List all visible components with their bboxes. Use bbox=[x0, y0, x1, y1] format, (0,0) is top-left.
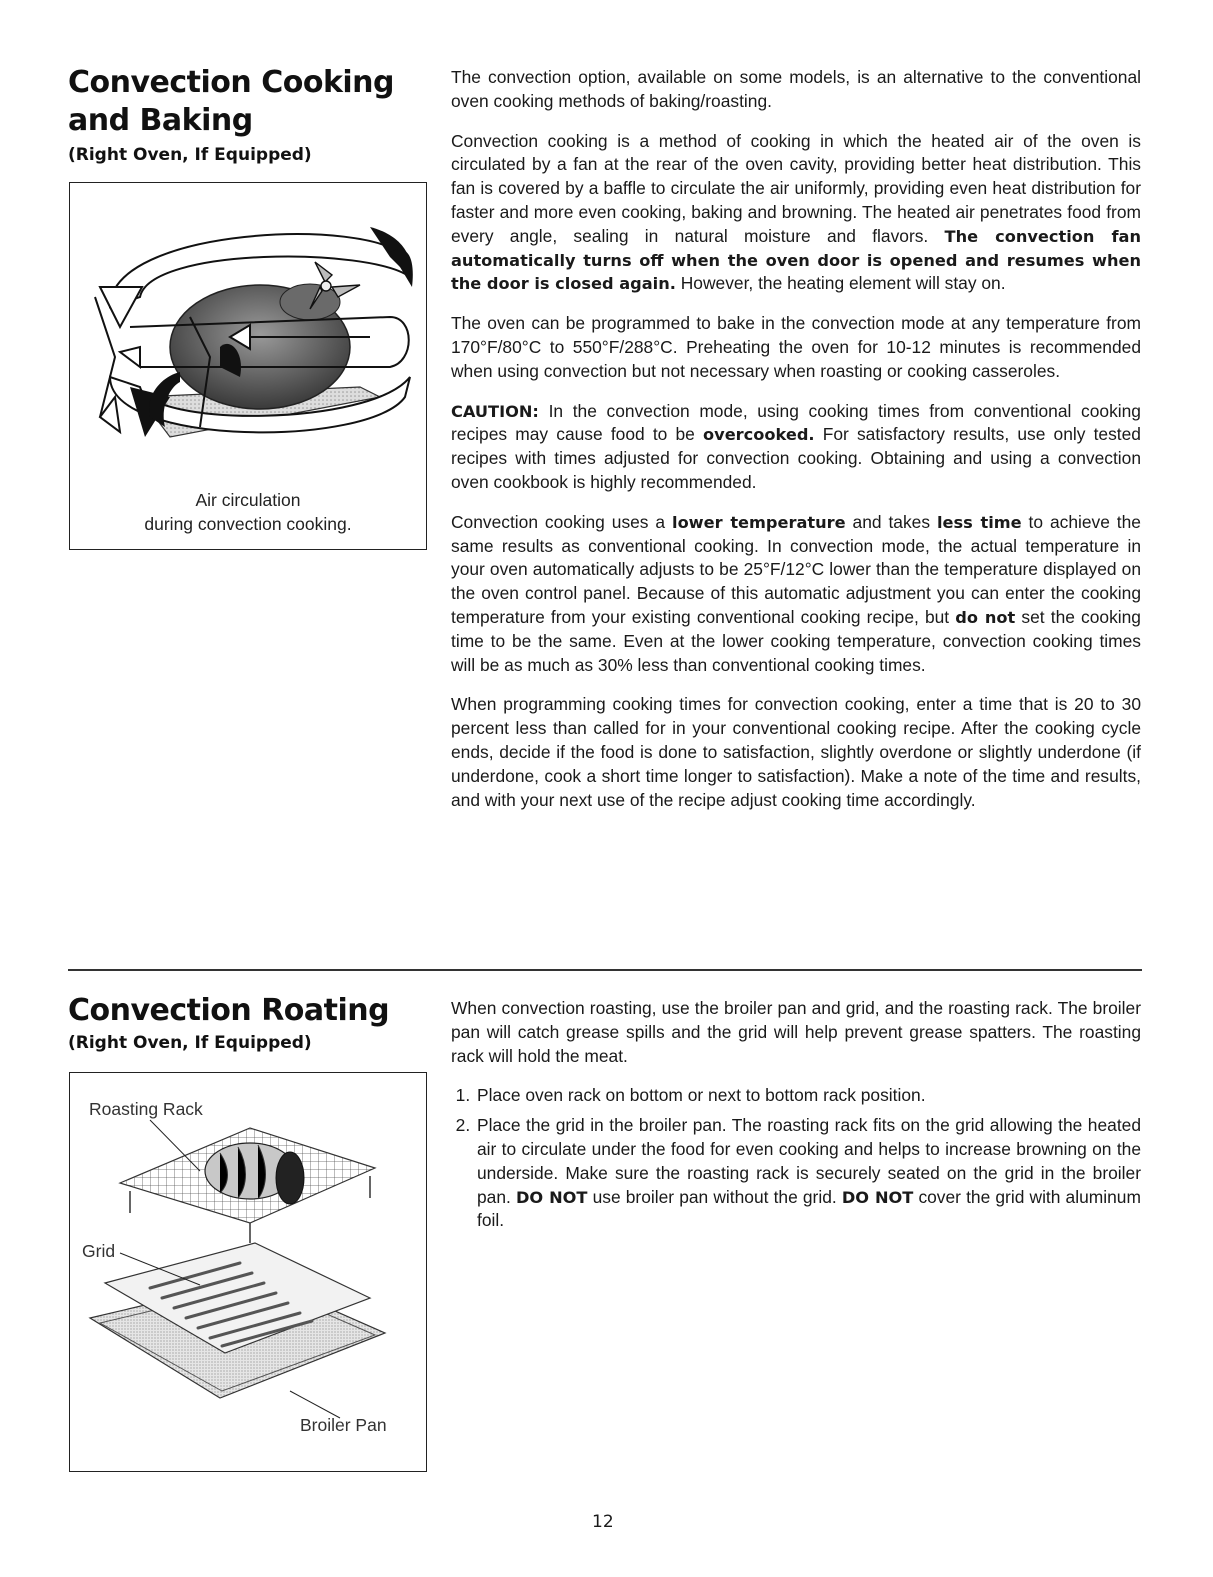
caution-label: CAUTION: bbox=[451, 401, 539, 421]
title-line-2: and Baking bbox=[68, 103, 253, 138]
label-broiler-pan: Broiler Pan bbox=[300, 1415, 387, 1435]
paragraph-programming: When programming cooking times for convection cooking, enter a time that is 20 to 30 percent less than called for in your conventional cooking recipe. After the cooking cycle ends, decide if the food is done to satisfaction, slightly overdone or slightly underdone (if underdone, cook a short time longer to satisfaction). Make a note of the time and results, and with your next use of the recipe adjust cooking time accordingly. bbox=[451, 694, 1141, 810]
label-roasting-rack: Roasting Rack bbox=[89, 1099, 203, 1119]
paragraph-temperature: The oven can be programmed to bake in the convection mode at any temperature from 170°F/80°C to 550°F/288°C. Preheating the oven for 10-12 minutes is recommended when using convection but not necessary when roasting or cooking casseroles. bbox=[451, 313, 1141, 381]
roasting-illustration bbox=[70, 1073, 426, 1471]
paragraph-lower-temperature: Convection cooking uses a lower temperature and takes less time to achieve the same results as conventional cooking. In convection mode, the actual temperature in your oven automatically adjusts to be 25°F/12°C lower than the temperature displayed on the oven control panel. Because of this automatic adjustment you can enter the cooking temperature from your existing conventional cooking recipe, but do not set the cooking time to be the same. Even at the lower cooking temperature, convection cooking times will be as much as 30% less than conventional cooking times. bbox=[451, 511, 1141, 675]
step-1: 1. Place oven rack on bottom or next to bottom rack position. bbox=[475, 1084, 1141, 1108]
air-circulation-figure bbox=[69, 182, 427, 550]
section-subtitle: (Right Oven, If Equipped) bbox=[68, 145, 312, 165]
step-2: 2. Place the grid in the broiler pan. The roasting rack fits on the grid allowing the heated air to circulate under the food for even cooking and helps to increase browning on the underside. Make sure the roasting rack is securely seated on the grid in the broiler pan. DO NOT use broiler pan without the grid. DO NOT cover the grid with aluminum foil. bbox=[475, 1114, 1141, 1233]
caption-line-1: Air circulation bbox=[195, 490, 301, 510]
caption-line-2: during convection cooking. bbox=[144, 514, 352, 534]
air-circulation-illustration bbox=[70, 187, 426, 477]
fan-warning: The convection fan automatically turns off when the oven door is opened and resumes when the door is closed again. bbox=[451, 226, 1141, 294]
paragraph-roasting-intro: When convection roasting, use the broiler pan and grid, and the roasting rack. The broiler pan will catch grease spills and the grid will help prevent grease spatters. The roasting rack will hold the meat. bbox=[451, 998, 1141, 1066]
section2-body bbox=[451, 997, 1141, 1239]
roasting-figure bbox=[69, 1072, 427, 1472]
section1-body bbox=[451, 66, 1141, 828]
roasting-steps bbox=[451, 1084, 1141, 1233]
paragraph-method: Convection cooking is a method of cooking in which the heated air of the oven is circulated by a fan at the rear of the oven cavity, providing better heat distribution. This fan is covered by a baffle to circulate the air uniformly, providing even heat distribution for faster and more even cooking, baking and browning. The heated air penetrates food from every angle, sealing in natural moisture and flavors. The convection fan automatically turns off when the oven door is opened and resumes when the door is closed again. However, the heating element will stay on. bbox=[451, 130, 1141, 294]
section2-title: Convection Roating bbox=[68, 993, 390, 1028]
figure-caption bbox=[70, 488, 426, 536]
section-title bbox=[68, 64, 408, 140]
section-convection-roasting bbox=[68, 992, 408, 1054]
section-convection-cooking bbox=[68, 64, 408, 166]
page-number: 12 bbox=[592, 1512, 614, 1532]
title-line-1: Convection Cooking bbox=[68, 65, 395, 100]
section-divider bbox=[68, 969, 1142, 971]
paragraph-caution: CAUTION: In the convection mode, using cooking times from conventional cooking recipes may cause food to be overcooked. For satisfactory results, use only tested recipes with times adjusted for convection cooking. Obtaining and using a convection oven cookbook is highly recommended. bbox=[451, 400, 1141, 492]
paragraph-intro: The convection option, available on some models, is an alternative to the conventional oven cooking methods of baking/roasting. bbox=[451, 67, 1141, 111]
section2-subtitle: (Right Oven, If Equipped) bbox=[68, 1033, 312, 1053]
label-grid: Grid bbox=[82, 1241, 116, 1261]
